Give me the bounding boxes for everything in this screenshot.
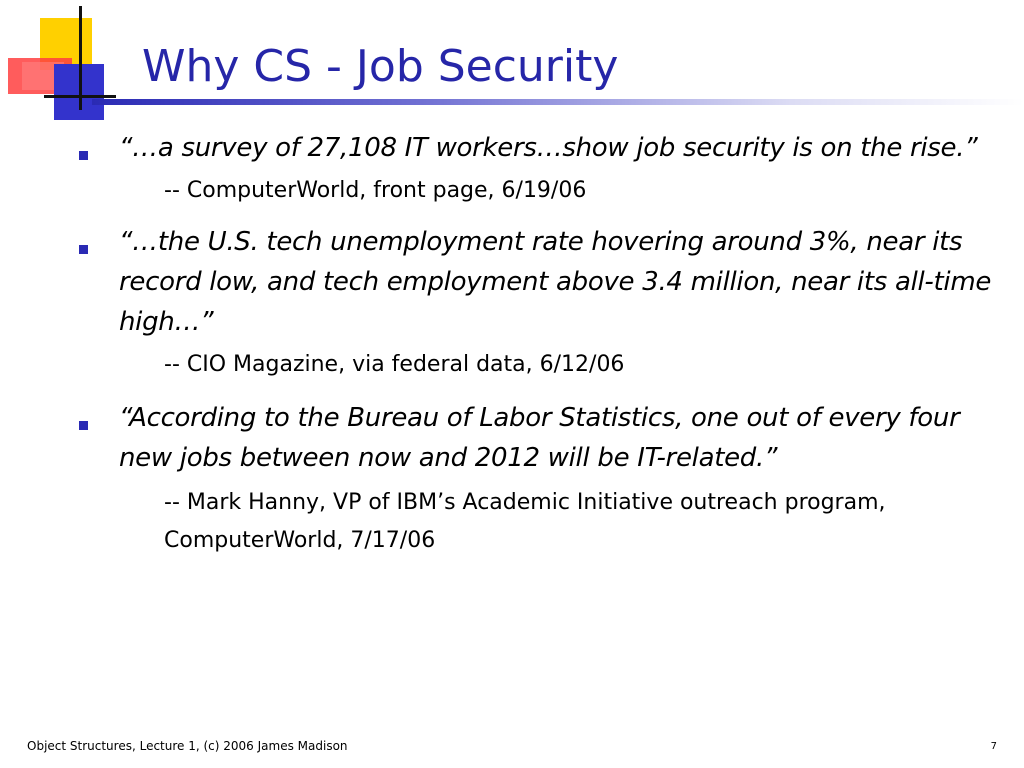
bullet-item [0, 128, 1024, 210]
page-number: 7 [990, 741, 997, 752]
square-bullet-icon [79, 151, 88, 160]
bullet-quote: “According to the Bureau of Labor Statistics, one out of every four new jobs between now and 2012 will be IT-related.” [119, 403, 960, 473]
footer-text: Object Structures, Lecture 1, (c) 2006 James Madison [27, 739, 348, 753]
title-underline [92, 99, 1024, 105]
slide-content [0, 124, 1024, 560]
slide-title: Why CS - Job Security [142, 41, 619, 92]
bullet-item [0, 222, 1024, 384]
bullet-source: -- ComputerWorld, front page, 6/19/06 [164, 178, 587, 203]
square-bullet-icon [79, 245, 88, 254]
bullet-source: -- CIO Magazine, via federal data, 6/12/06 [164, 352, 625, 377]
bullet-source: -- Mark Hanny, VP of IBM’s Academic Initiative outreach program, ComputerWorld, 7/17/06 [164, 490, 886, 553]
decorative-squares-logo [0, 0, 140, 130]
logo-horizontal-line [44, 95, 116, 98]
bullet-item [0, 398, 1024, 560]
bullet-quote: “…the U.S. tech unemployment rate hovering around 3%, near its record low, and tech employment above 3.4 million, near its all-time high…” [119, 227, 992, 337]
square-bullet-icon [79, 421, 88, 430]
bullet-quote: “…a survey of 27,108 IT workers…show job security is on the rise.” [119, 133, 978, 163]
